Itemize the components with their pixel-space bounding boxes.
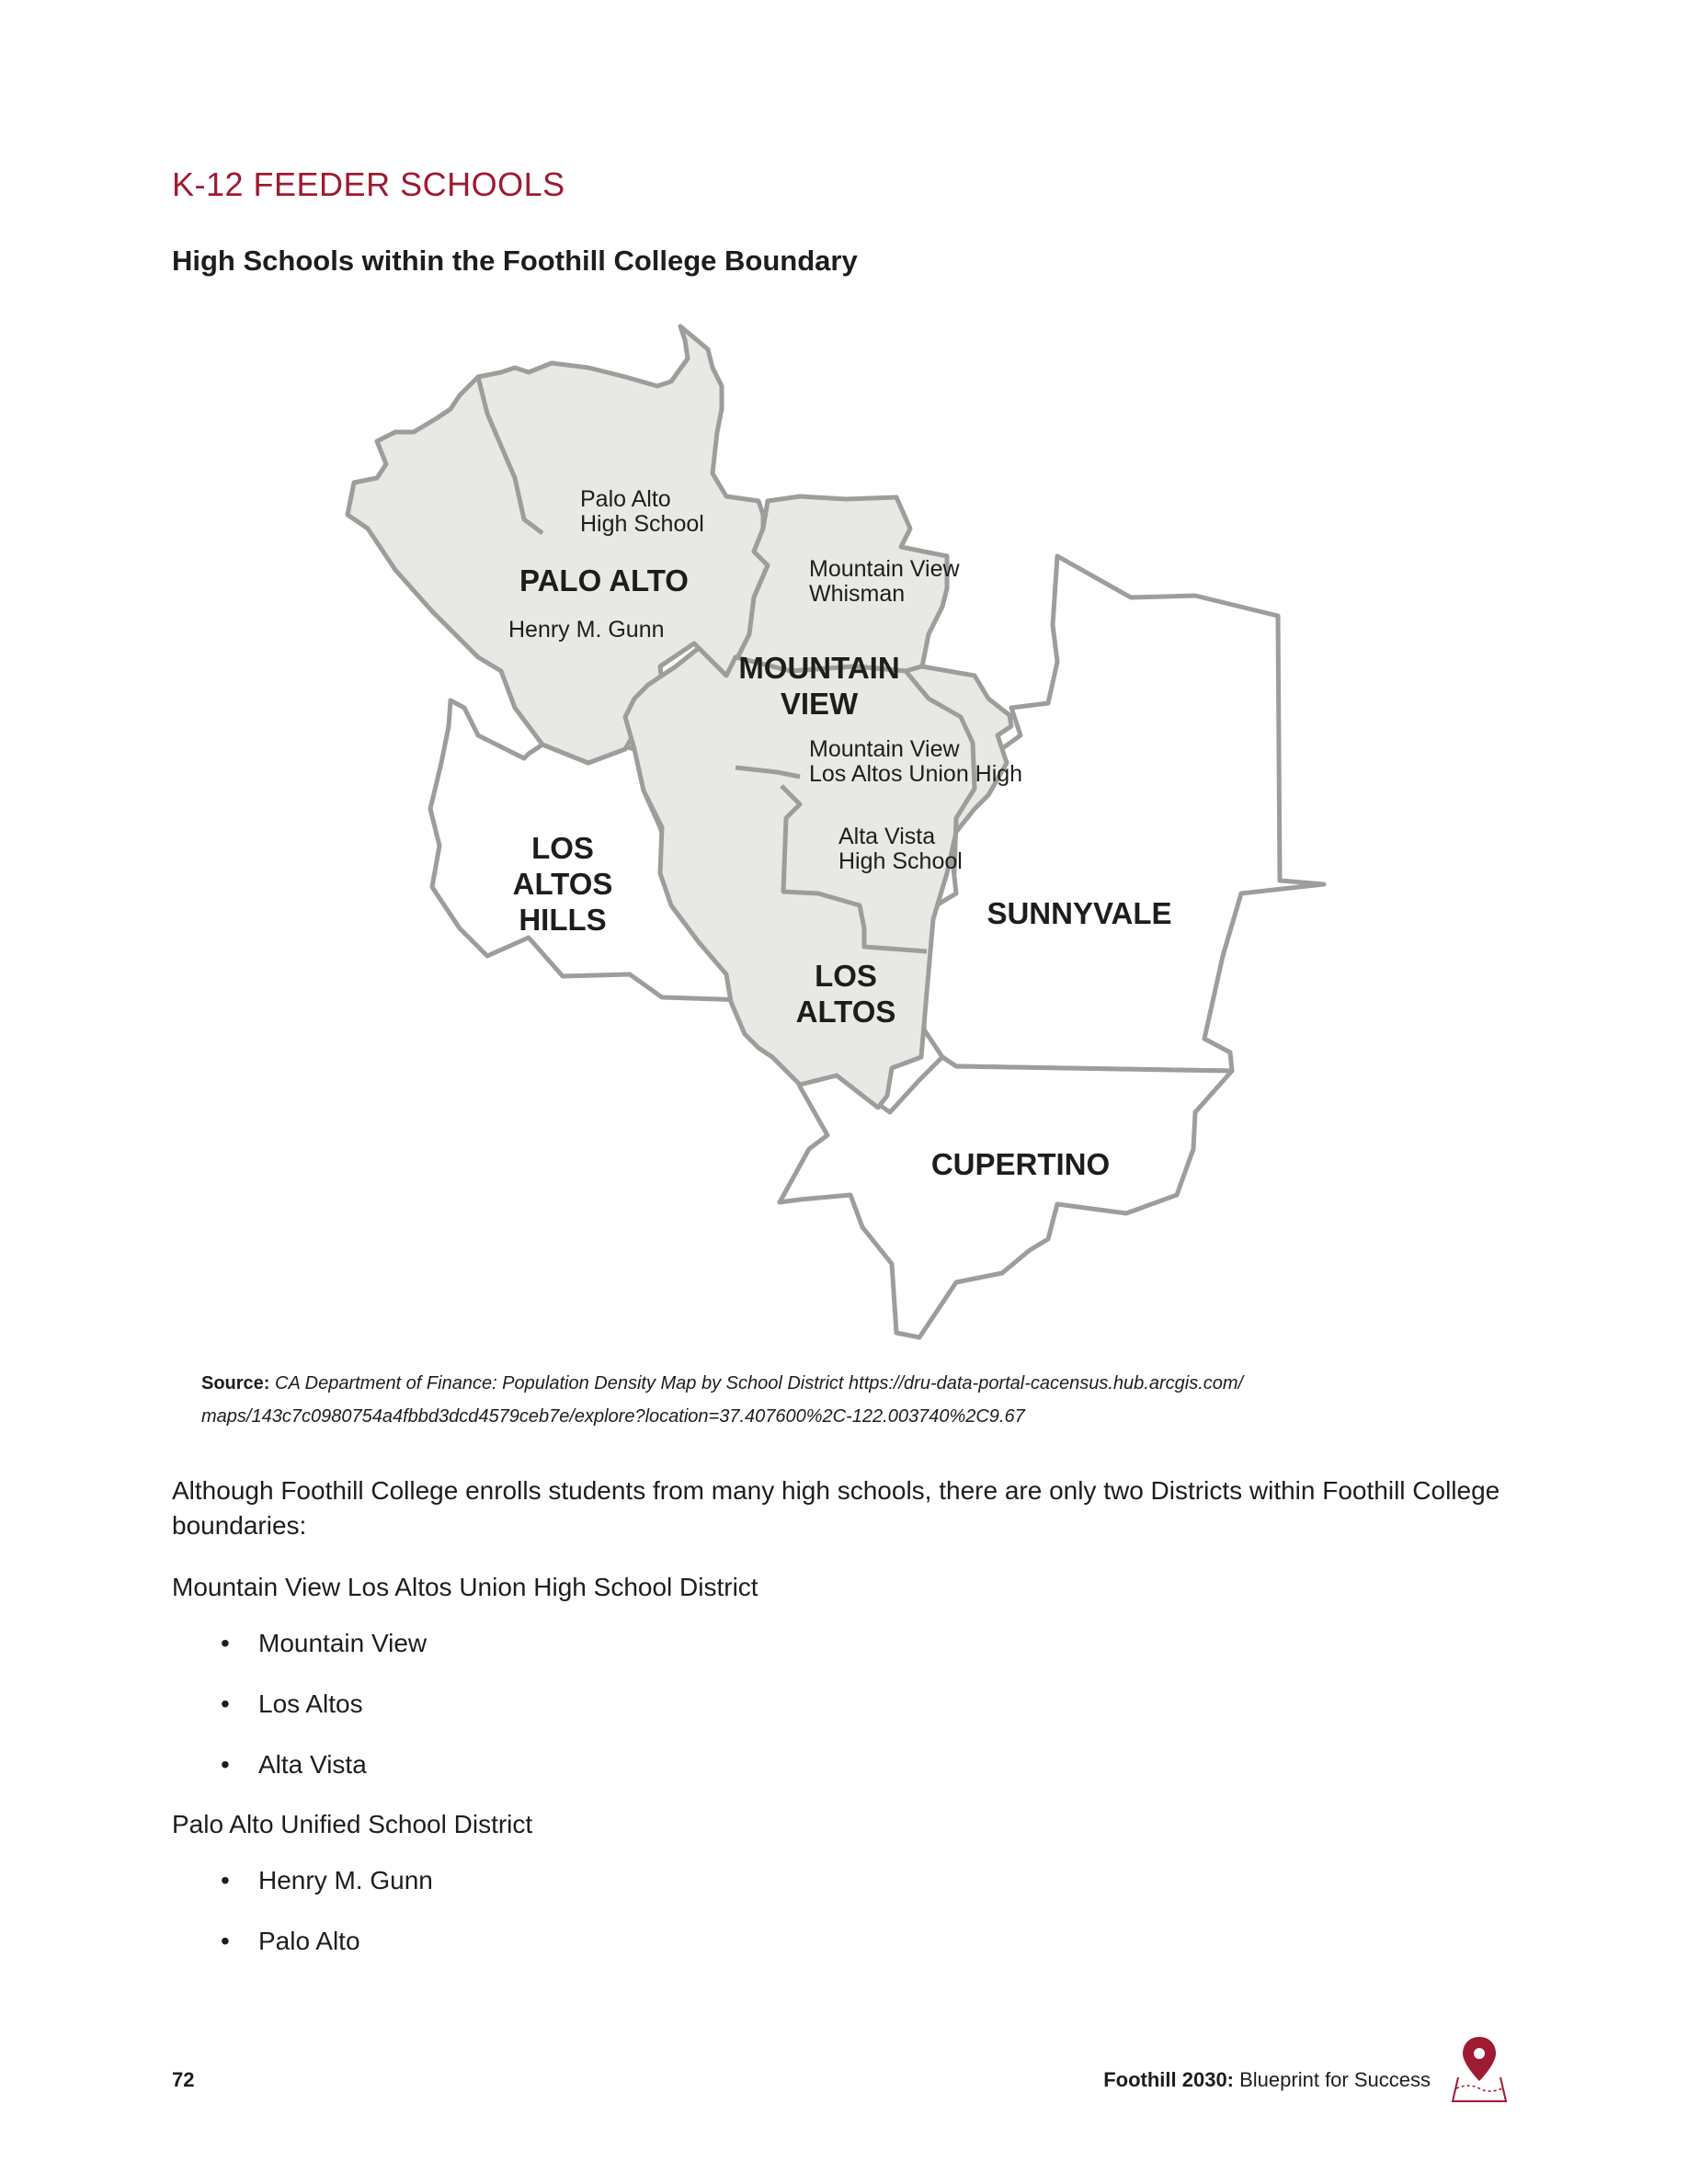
region-sunnyvale bbox=[924, 556, 1324, 1071]
page-number: 72 bbox=[172, 2068, 195, 2091]
label-school-mv-whisman-2: Whisman bbox=[809, 581, 906, 607]
footer-title bbox=[1103, 2068, 1431, 2092]
label-los-altos-hills-3: HILLS bbox=[519, 903, 607, 937]
district-2-schools bbox=[221, 1863, 433, 1985]
label-los-altos-hills-2: ALTOS bbox=[512, 867, 613, 901]
source-text: CA Department of Finance: Population Density Map by School District https://dru-data-portal-cacensus.hub.arcgis.com/ maps/143c7c0980754a4fbbd3dcd4579ceb7e/explore?location=37.407600%2C-122.003740%2C9.67 bbox=[201, 1373, 1244, 1427]
region-cupertino bbox=[780, 1057, 1232, 1337]
label-mountain-view-2: VIEW bbox=[780, 687, 859, 721]
footer-title-rest: Blueprint for Success bbox=[1239, 2068, 1431, 2091]
label-school-gunn: Henry M. Gunn bbox=[508, 617, 665, 643]
list-item: • Palo Alto bbox=[221, 1927, 360, 1955]
label-sunnyvale: SUNNYVALE bbox=[987, 896, 1172, 930]
label-los-altos-1: LOS bbox=[815, 959, 877, 993]
list-item: • Henry M. Gunn bbox=[221, 1866, 433, 1894]
district-1-schools bbox=[221, 1626, 427, 1808]
district-2-name: Palo Alto Unified School District bbox=[172, 1810, 533, 1838]
label-school-alta-vista-1: Alta Vista bbox=[838, 824, 936, 849]
label-palo-alto: PALO ALTO bbox=[519, 563, 689, 597]
label-school-alta-vista-2: High School bbox=[838, 848, 963, 874]
label-school-mvla-2: Los Altos Union High bbox=[809, 761, 1023, 787]
label-los-altos-hills-1: LOS bbox=[531, 831, 594, 865]
list-item: • Los Altos bbox=[221, 1689, 363, 1718]
label-school-palo-alto-1: Palo Alto bbox=[580, 486, 671, 512]
map-pin-icon bbox=[1451, 2033, 1508, 2105]
footer-title-bold: Foothill 2030: bbox=[1103, 2068, 1234, 2091]
map-source bbox=[201, 1367, 1488, 1433]
intro-paragraph: Although Foothill College enrolls students from many high schools, there are only two Districts within Foothill College boundaries: bbox=[172, 1476, 1500, 1540]
source-label: Source: bbox=[201, 1373, 270, 1393]
list-item: • Mountain View bbox=[221, 1629, 428, 1657]
district-1-name: Mountain View Los Altos Union High School District bbox=[172, 1573, 758, 1601]
label-school-mvla-1: Mountain View bbox=[809, 736, 960, 762]
section-heading: K-12 FEEDER SCHOOLS bbox=[172, 165, 565, 203]
map-title: High Schools within the Foothill College Boundary bbox=[172, 245, 858, 277]
label-los-altos-2: ALTOS bbox=[795, 995, 896, 1029]
label-school-palo-alto-2: High School bbox=[580, 511, 704, 537]
label-cupertino: CUPERTINO bbox=[930, 1147, 1111, 1181]
label-mountain-view-1: MOUNTAIN bbox=[738, 651, 900, 685]
label-school-mv-whisman-1: Mountain View bbox=[809, 556, 960, 582]
list-item: • Alta Vista bbox=[221, 1750, 367, 1779]
